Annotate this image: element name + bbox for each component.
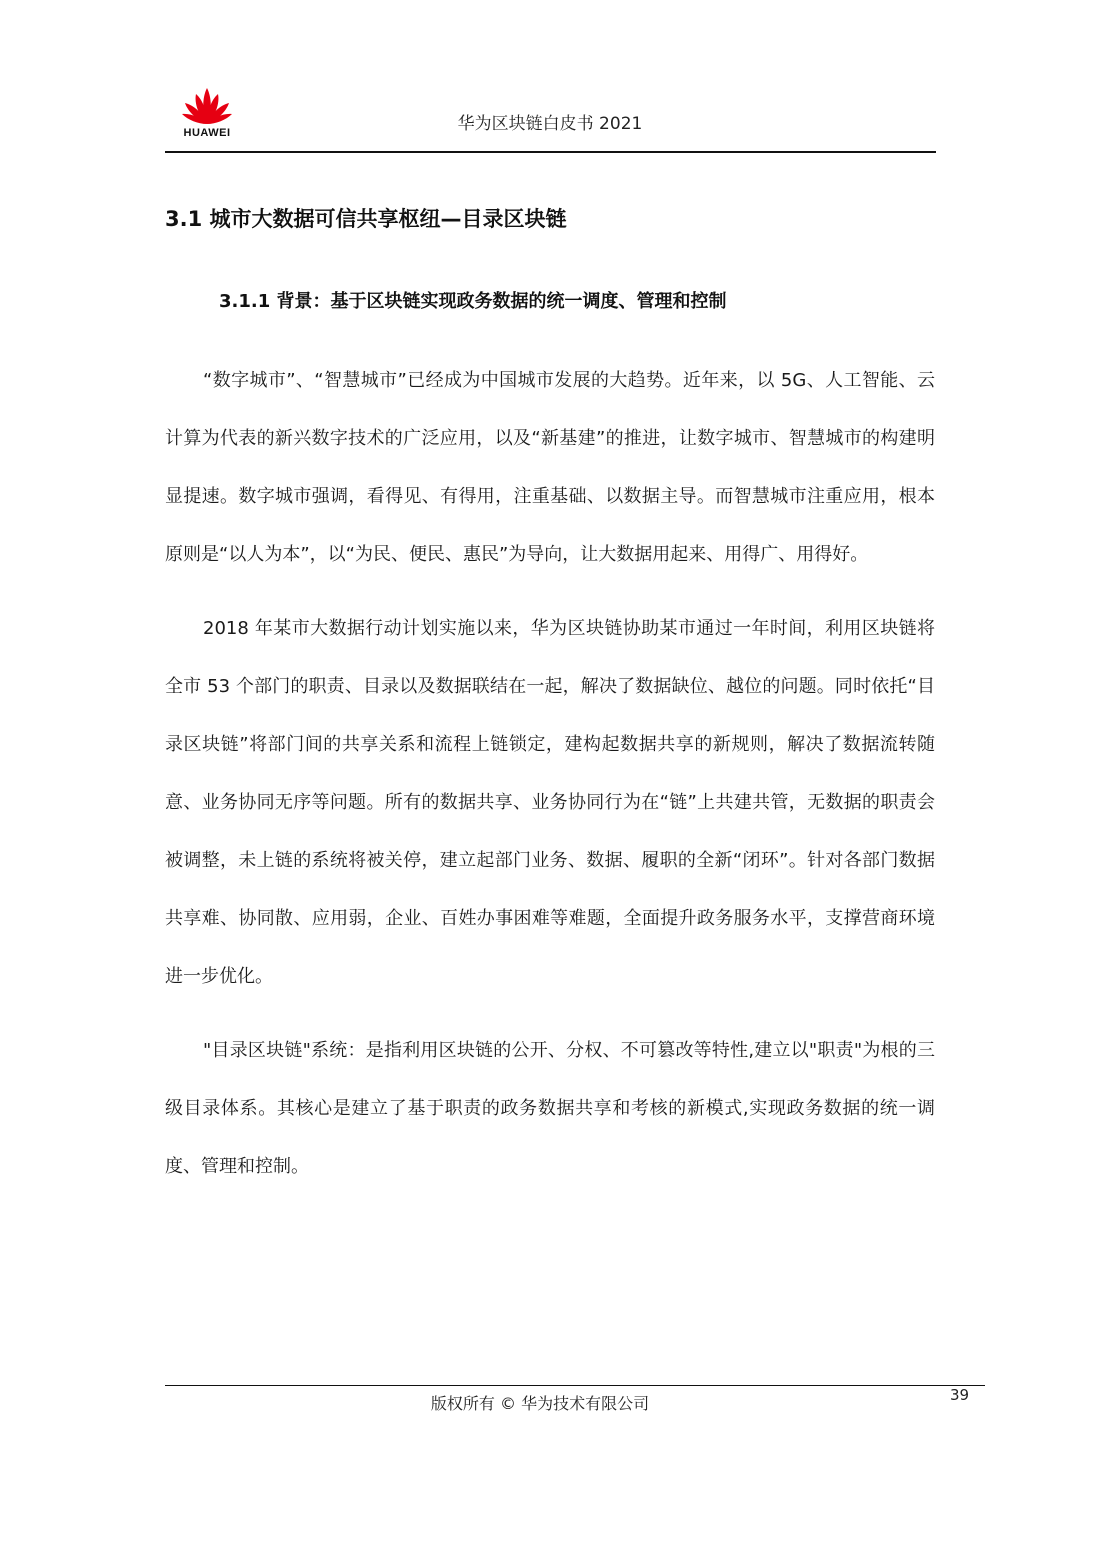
body-text bbox=[165, 352, 935, 1212]
paragraph-1: “数字城市”、“智慧城市”已经成为中国城市发展的大趋势。近年来，以 5G、人工智能、云计算为代表的新兴数字技术的广泛应用，以及“新基建”的推进，让数字城市、智慧城市的构建明显提速。数字城市强调，看得见、有得用，注重基础、以数据主导。而智慧城市注重应用，根本原则是“以人为本”，以“为民、便民、惠民”为导向，让大数据用起来、用得广、用得好。 bbox=[165, 370, 935, 565]
paragraph-2: 2018 年某市大数据行动计划实施以来，华为区块链协助某市通过一年时间，利用区块链将全市 53 个部门的职责、目录以及数据联结在一起，解决了数据缺位、越位的问题。同时依托“目录区块链”将部门间的共享关系和流程上链锁定，建构起数据共享的新规则，解决了数据流转随意、业务协同无序等问题。所有的数据共享、业务协同行为在“链”上共建共管，无数据的职责会被调整，未上链的系统将被关停，建立起部门业务、数据、履职的全新“闭环”。针对各部门数据共享难、协同散、应用弱，企业、百姓办事困难等难题，全面提升政务服务水平，支撑营商环境进一步优化。 bbox=[165, 618, 935, 987]
page-number: 39 bbox=[950, 1386, 970, 1404]
header-divider bbox=[165, 151, 936, 153]
header-title: 华为区块链白皮书 2021 bbox=[457, 114, 643, 134]
paragraph-3: "目录区块链"系统：是指利用区块链的公开、分权、不可篡改等特性,建立以"职责"为根的三级目录体系。其核心是建立了基于职责的政务数据共享和考核的新模式,实现政务数据的统一调度、管理和控制。 bbox=[165, 1040, 935, 1177]
subsection-heading: 3.1.1 背景：基于区块链实现政务数据的统一调度、管理和控制 bbox=[219, 291, 727, 312]
huawei-flower-icon bbox=[172, 86, 242, 126]
footer-divider bbox=[165, 1385, 985, 1386]
footer-copyright: 版权所有 © 华为技术有限公司 bbox=[430, 1394, 650, 1413]
huawei-logo bbox=[172, 86, 242, 144]
logo-wordmark: HUAWEI bbox=[183, 127, 231, 139]
section-heading: 3.1 城市大数据可信共享枢纽—目录区块链 bbox=[165, 207, 567, 231]
